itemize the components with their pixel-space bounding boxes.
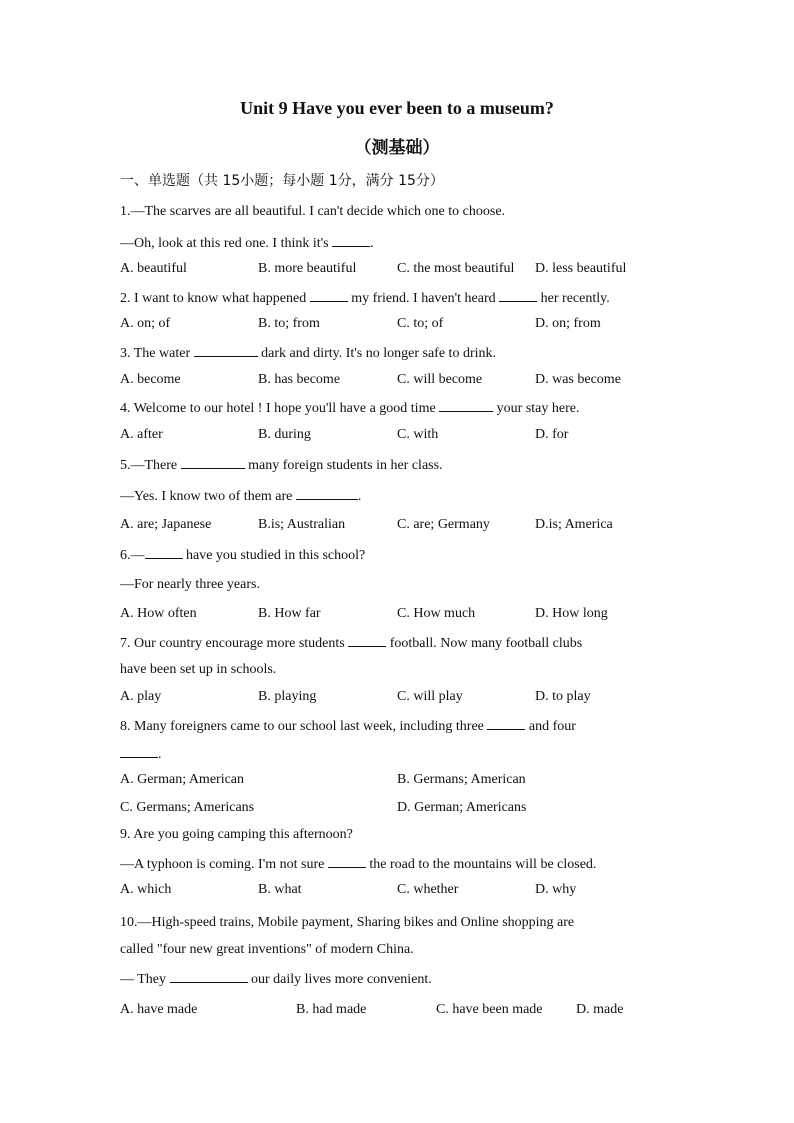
option-a: A. are; Japanese (120, 517, 212, 532)
option-c: C. with (397, 427, 439, 442)
answer-blank (310, 289, 348, 302)
section-heading: 一、单选题（共 15小题；每小题 1分，满分 15分） (120, 173, 444, 189)
question-6-reply: —For nearly three years. (120, 577, 260, 592)
question-8-stem-cont: . (120, 745, 162, 763)
option-a: A. How often (120, 606, 197, 621)
question-9-stem: 9. Are you going camping this afternoon? (120, 827, 353, 842)
question-10-reply: — They our daily lives more convenient. (120, 972, 432, 987)
option-d: D. How long (535, 606, 608, 621)
option-c: C. will play (397, 689, 463, 704)
answer-blank (181, 456, 245, 469)
option-a: A. on; of (120, 316, 171, 331)
option-d: D. was become (535, 372, 621, 387)
option-b: B. playing (258, 689, 317, 704)
answer-blank (348, 634, 386, 647)
option-d: D. why (535, 882, 577, 897)
answer-blank (145, 546, 183, 559)
option-a: A. have made (120, 1002, 198, 1017)
page-subtitle: （测基础） (354, 138, 440, 158)
option-c: C. to; of (397, 316, 444, 331)
answer-blank (499, 289, 537, 302)
answer-blank (439, 399, 493, 412)
option-a: A. which (120, 882, 172, 897)
question-2-stem: 2. I want to know what happened my friend. I haven't heard her recently. (120, 291, 610, 306)
option-c: C. the most beautiful (397, 261, 515, 276)
option-c: C. How much (397, 606, 476, 621)
option-b: B. Germans; American (397, 772, 526, 787)
question-10-stem: 10.—High-speed trains, Mobile payment, Sharing bikes and Online shopping are (120, 915, 575, 930)
answer-blank (328, 855, 366, 868)
option-b: B. what (258, 882, 302, 897)
option-b: B. has become (258, 372, 341, 387)
option-b: B. had made (296, 1002, 367, 1017)
option-d: D. on; from (535, 316, 601, 331)
question-6-stem: 6.— have you studied in this school? (120, 548, 366, 563)
option-b: B. more beautiful (258, 261, 357, 276)
option-b: B. How far (258, 606, 321, 621)
question-1-stem: 1.—The scarves are all beautiful. I can't decide which one to choose. (120, 204, 506, 219)
option-a: A. play (120, 689, 162, 704)
answer-blank (332, 234, 370, 247)
option-b: B. during (258, 427, 311, 442)
question-10-stem-cont: called "four new great inventions" of modern China. (120, 942, 414, 957)
option-c: C. whether (397, 882, 459, 897)
option-c: C. Germans; Americans (120, 800, 255, 815)
option-c: C. are; Germany (397, 517, 490, 532)
question-5-reply: —Yes. I know two of them are . (120, 489, 362, 504)
option-c: C. will become (397, 372, 483, 387)
option-d: D.is; America (535, 517, 613, 532)
option-a: A. German; American (120, 772, 245, 787)
question-1-reply: —Oh, look at this red one. I think it's . (120, 236, 374, 251)
answer-blank (194, 344, 258, 357)
option-d: D. German; Americans (397, 800, 527, 815)
page-title: Unit 9 Have you ever been to a museum? (240, 98, 554, 118)
answer-blank (170, 970, 248, 983)
question-8-stem: 8. Many foreigners came to our school last week, including three and four (120, 719, 576, 734)
option-d: D. for (535, 427, 569, 442)
option-d: D. to play (535, 689, 591, 704)
option-a: A. after (120, 427, 163, 442)
option-d: D. made (576, 1002, 624, 1017)
option-a: A. become (120, 372, 181, 387)
option-b: B.is; Australian (258, 517, 346, 532)
option-d: D. less beautiful (535, 261, 627, 276)
question-7-stem: 7. Our country encourage more students football. Now many football clubs (120, 636, 583, 651)
option-a: A. beautiful (120, 261, 187, 276)
question-4-stem: 4. Welcome to our hotel ! I hope you'll have a good time your stay here. (120, 401, 580, 416)
option-c: C. have been made (436, 1002, 543, 1017)
question-5-stem: 5.—There many foreign students in her class. (120, 458, 443, 473)
answer-blank (487, 717, 525, 730)
option-b: B. to; from (258, 316, 320, 331)
question-7-stem-cont: have been set up in schools. (120, 662, 277, 677)
answer-blank (296, 487, 358, 500)
answer-blank (120, 745, 158, 758)
question-3-stem: 3. The water dark and dirty. It's no longer safe to drink. (120, 346, 496, 361)
question-9-reply: —A typhoon is coming. I'm not sure the road to the mountains will be closed. (120, 857, 597, 872)
